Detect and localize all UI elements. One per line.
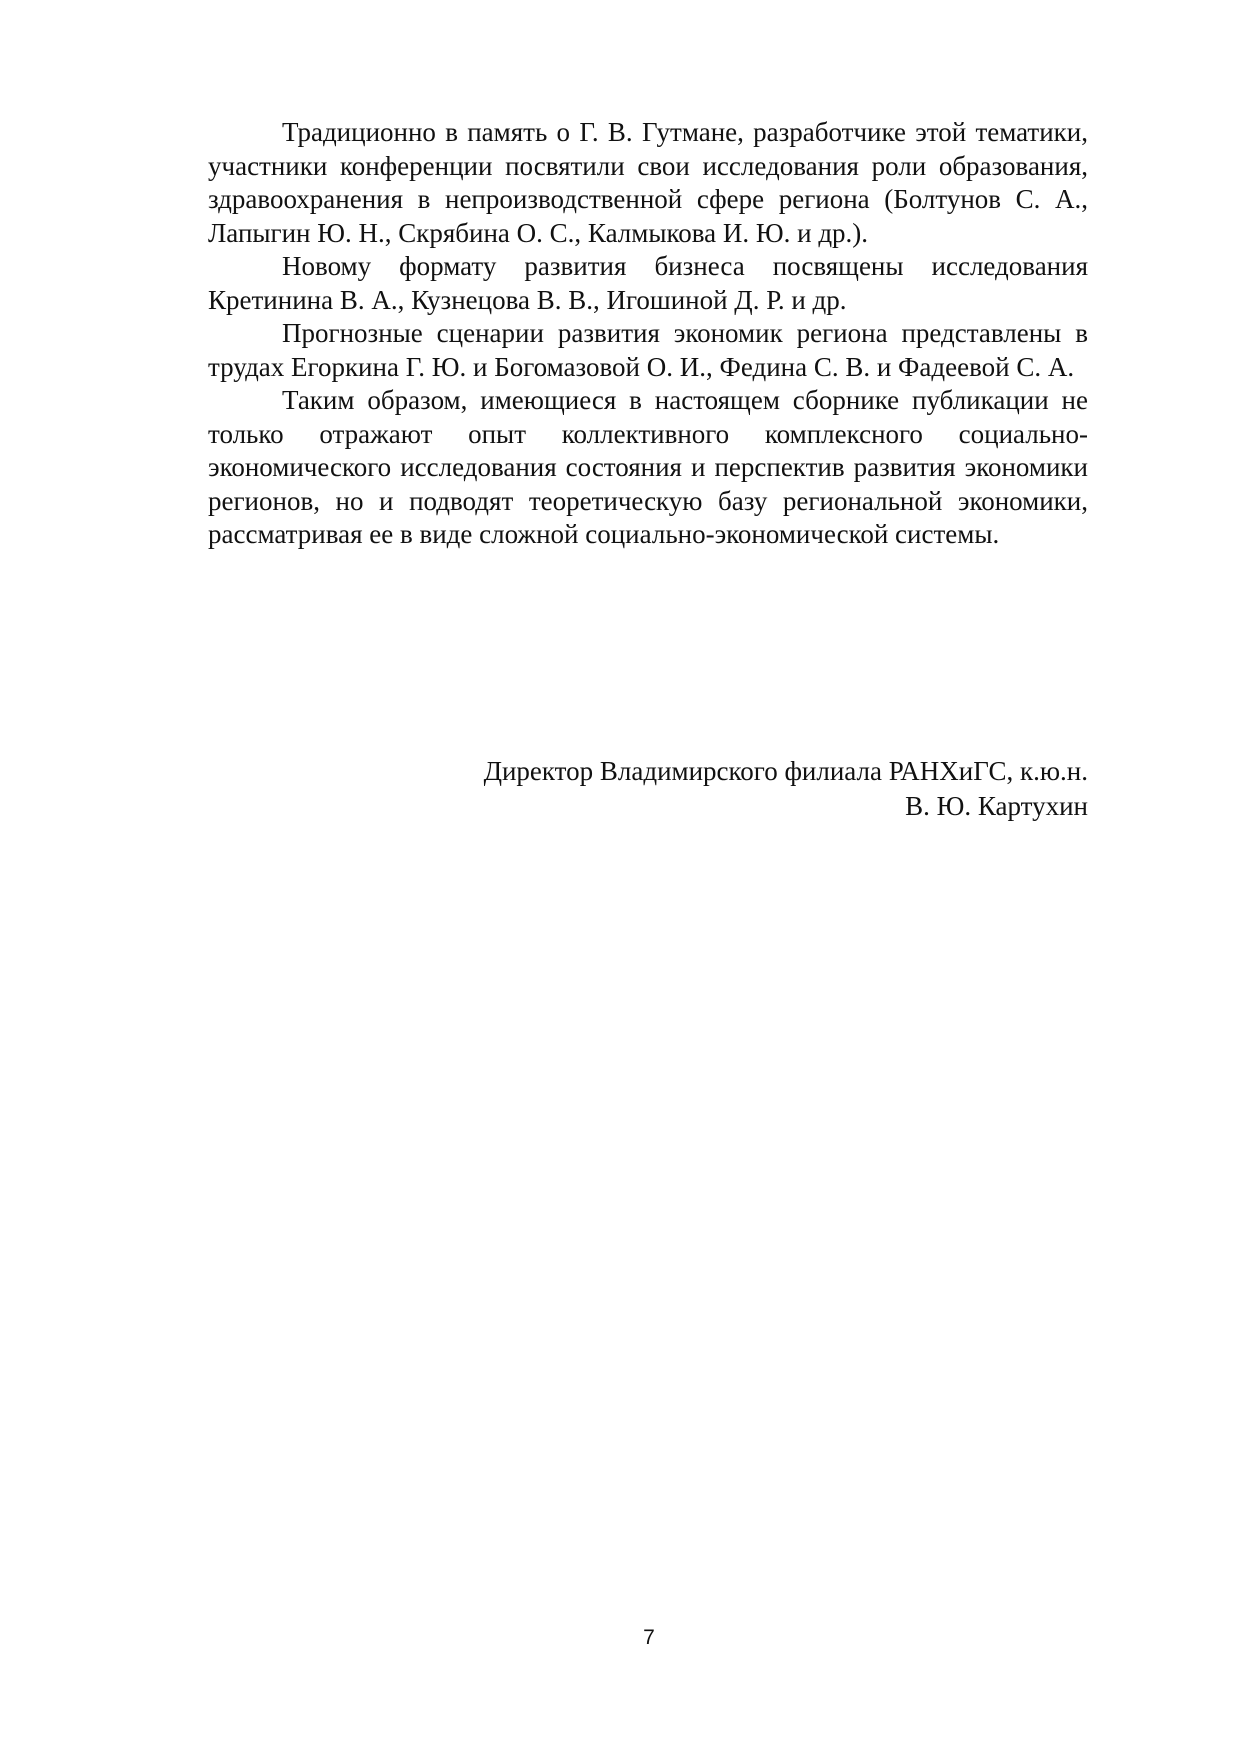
signature-block xyxy=(380,754,1088,824)
body-text xyxy=(208,116,1088,552)
paragraph-1: Традиционно в память о Г. В. Гутмане, разработчике этой тематики, участники конференции посвятили свои исследования роли образования, здравоохранения в непроизводственной сфере региона (Болтунов С. А., Лапыгин Ю. Н., Скрябина О. С., Калмыкова И. Ю. и др.). xyxy=(208,117,1088,248)
paragraph-2: Новому формату развития бизнеса посвящены исследования Кретинина В. А., Кузнецова В. В., Игошиной Д. Р. и др. xyxy=(208,251,1088,315)
signature-name: В. Ю. Картухин xyxy=(905,791,1088,821)
signature-position: Директор Владимирского филиала РАНХиГС, к.ю.н. xyxy=(483,756,1088,786)
paragraph-3: Прогнозные сценарии развития экономик региона представлены в трудах Егоркина Г. Ю. и Богомазовой О. И., Федина С. В. и Фадеевой С. А. xyxy=(208,318,1088,382)
page-number: 7 xyxy=(643,1626,655,1649)
paragraph-4: Таким образом, имеющиеся в настоящем сборнике публикации не только отражают опыт коллективного комплексного социально-экономического исследования состояния и перспектив развития экономики регионов, но и подводят теоретическую базу региональной экономики, рассматривая ее в виде сложной социально-экономической системы. xyxy=(208,385,1088,549)
